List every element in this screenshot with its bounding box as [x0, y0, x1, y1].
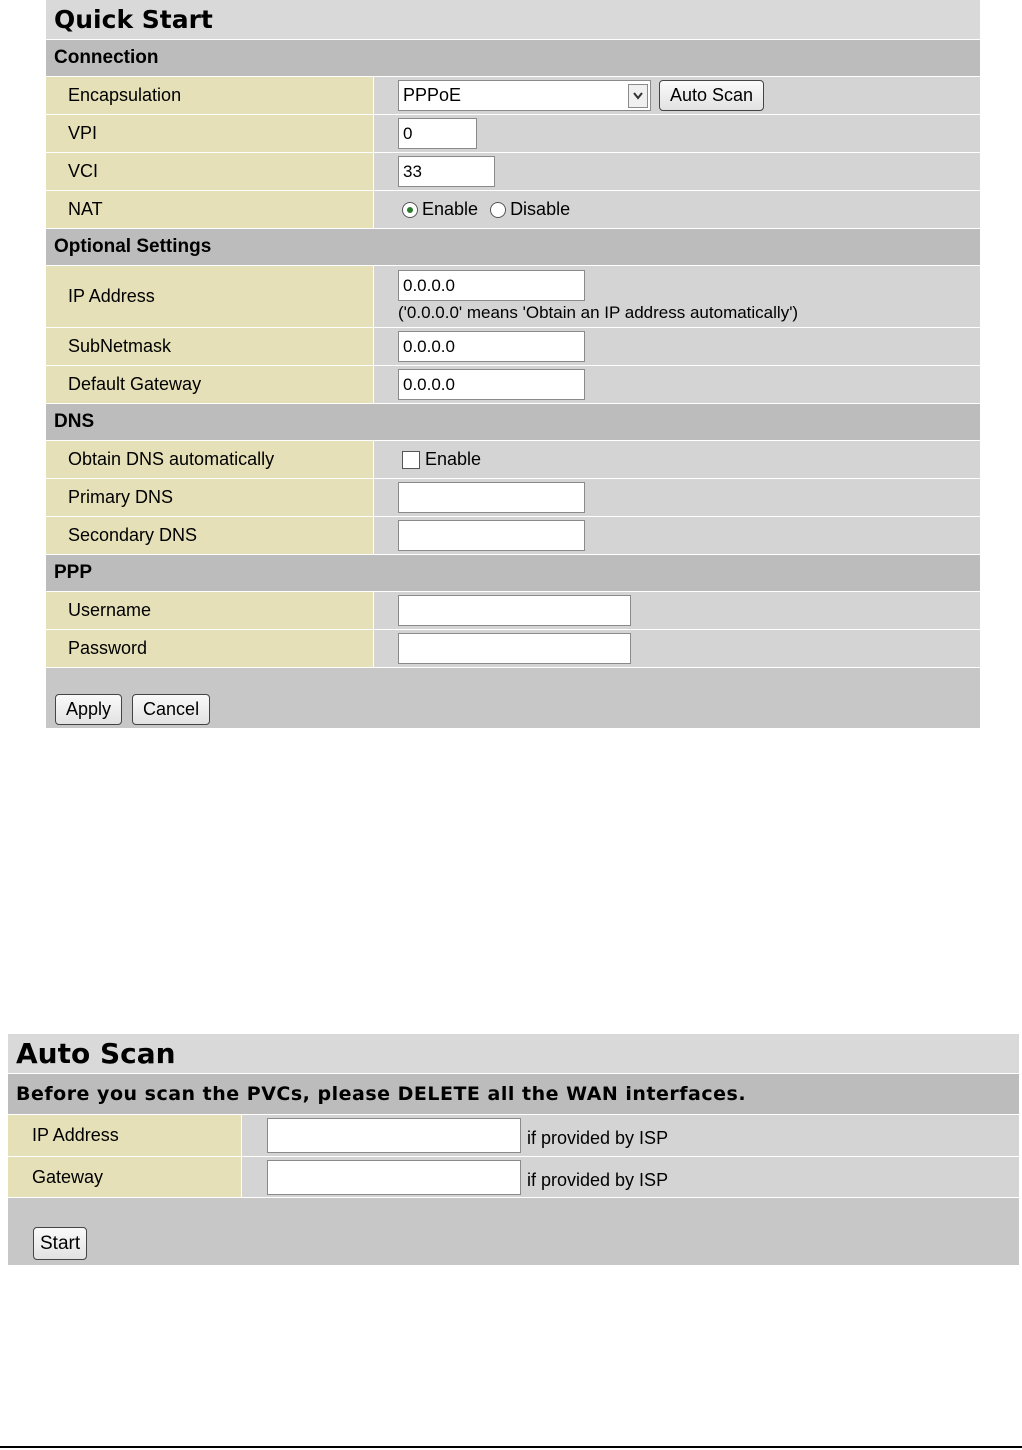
- connection-heading: Connection: [46, 40, 980, 77]
- auto-scan-title: Auto Scan: [8, 1034, 1019, 1074]
- username-label: Username: [46, 592, 374, 629]
- ip-address-hint: ('0.0.0.0' means 'Obtain an IP address automatically'): [398, 303, 799, 322]
- vci-label: VCI: [46, 153, 374, 190]
- cancel-button[interactable]: Cancel: [132, 694, 210, 725]
- password-label: Password: [46, 630, 374, 667]
- apply-button[interactable]: Apply: [55, 694, 122, 725]
- primary-dns-row: [46, 479, 980, 517]
- password-row: [46, 630, 980, 668]
- ip-address-row: [46, 266, 980, 328]
- secondary-dns-label: Secondary DNS: [46, 517, 374, 554]
- dns-heading: DNS: [46, 404, 980, 441]
- auto-scan-panel: [8, 1034, 1019, 1265]
- ppp-heading: PPP: [46, 555, 980, 592]
- quick-start-panel: [46, 0, 980, 728]
- auto-scan-notice: Before you scan the PVCs, please DELETE all the WAN interfaces.: [8, 1074, 1019, 1115]
- obtain-dns-checkbox-label: Enable: [425, 449, 482, 469]
- vpi-label: VPI: [46, 115, 374, 152]
- optional-settings-heading: Optional Settings: [46, 229, 980, 266]
- primary-dns-input[interactable]: [398, 482, 585, 513]
- password-input[interactable]: [398, 633, 631, 664]
- scan-ip-address-label: IP Address: [8, 1115, 242, 1156]
- nat-enable-label: Enable: [422, 199, 479, 219]
- vpi-row: [46, 115, 980, 153]
- ip-address-input[interactable]: 0.0.0.0: [398, 270, 585, 301]
- subnetmask-input[interactable]: 0.0.0.0: [398, 331, 585, 362]
- quick-start-footer: [46, 668, 980, 728]
- secondary-dns-input[interactable]: [398, 520, 585, 551]
- auto-scan-button[interactable]: Auto Scan: [659, 80, 764, 111]
- encapsulation-selected-value: PPPoE: [403, 85, 462, 105]
- secondary-dns-row: [46, 517, 980, 555]
- obtain-dns-row: [46, 441, 980, 479]
- scan-ip-address-suffix: if provided by ISP: [527, 1128, 669, 1148]
- scan-gateway-suffix: if provided by ISP: [527, 1169, 669, 1190]
- scan-gateway-input[interactable]: [267, 1160, 521, 1195]
- scan-ip-address-input[interactable]: [267, 1118, 521, 1153]
- subnetmask-label: SubNetmask: [46, 328, 374, 365]
- nat-row: [46, 191, 980, 229]
- auto-scan-footer: [8, 1198, 1019, 1265]
- default-gateway-label: Default Gateway: [46, 366, 374, 403]
- default-gateway-input[interactable]: 0.0.0.0: [398, 369, 585, 400]
- scan-gateway-row: [8, 1157, 1019, 1198]
- ip-address-label: IP Address: [46, 266, 374, 327]
- start-button[interactable]: Start: [33, 1227, 87, 1260]
- vci-row: [46, 153, 980, 191]
- subnetmask-row: [46, 328, 980, 366]
- default-gateway-row: [46, 366, 980, 404]
- vci-input[interactable]: 33: [398, 156, 495, 187]
- vpi-input[interactable]: 0: [398, 118, 477, 149]
- scan-ip-address-row: [8, 1115, 1019, 1157]
- page-bottom-rule: [0, 1446, 1022, 1448]
- scan-gateway-label: Gateway: [8, 1157, 242, 1197]
- primary-dns-label: Primary DNS: [46, 479, 374, 516]
- obtain-dns-checkbox[interactable]: [402, 451, 420, 469]
- encapsulation-select[interactable]: [398, 80, 651, 111]
- encapsulation-label: Encapsulation: [46, 77, 374, 114]
- chevron-down-icon[interactable]: [628, 84, 648, 108]
- nat-enable-radio[interactable]: [402, 202, 418, 218]
- encapsulation-row: [46, 77, 980, 115]
- nat-label: NAT: [46, 191, 374, 228]
- nat-disable-radio[interactable]: [490, 202, 506, 218]
- username-row: [46, 592, 980, 630]
- nat-disable-label: Disable: [510, 199, 571, 219]
- username-input[interactable]: [398, 595, 631, 626]
- obtain-dns-label: Obtain DNS automatically: [46, 441, 374, 478]
- quick-start-title: Quick Start: [46, 0, 980, 40]
